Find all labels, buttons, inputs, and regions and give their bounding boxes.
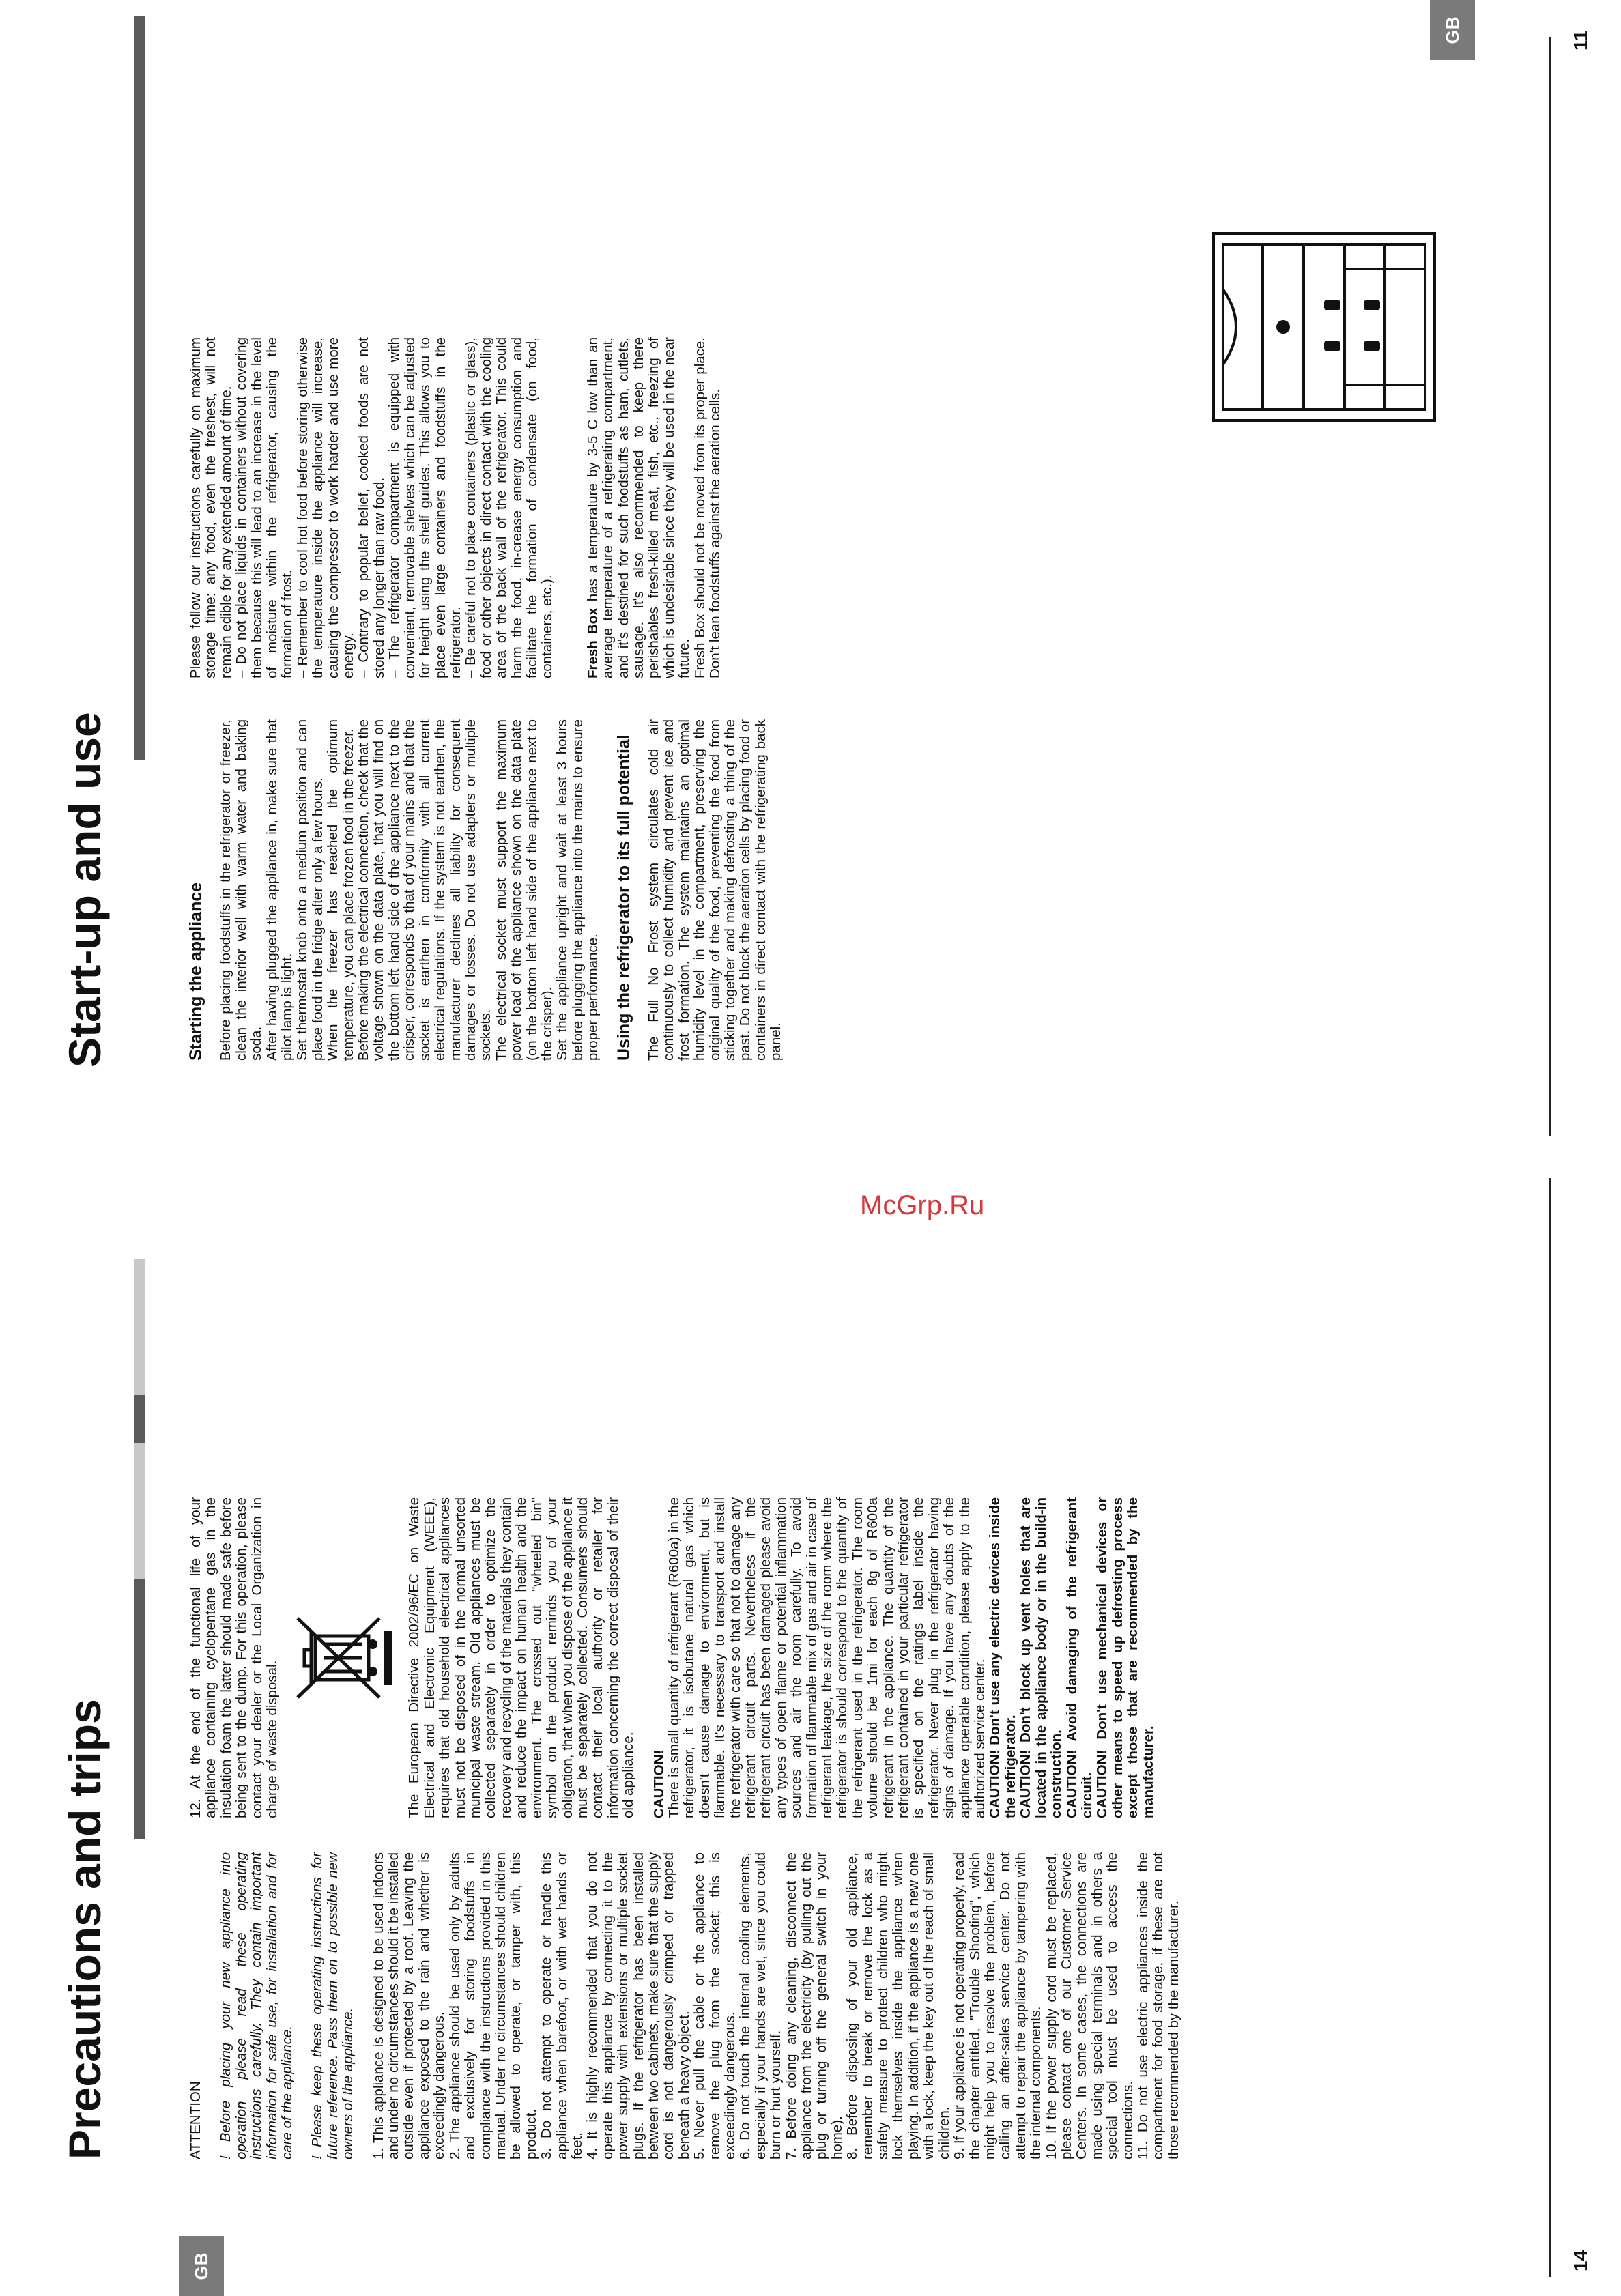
page-number-right: 11 [1570, 30, 1591, 51]
list-item: 3. Do not attempt to operate or handle this appliance when barefoot, or with wet hands or feet. [539, 1852, 585, 2159]
freshbox-text: has a temperature by 3-5 C low than an average temperature of a refrigerating compartment, and it's destined for such foodstuffs as ham, cutlets, sausage. It's also recommended to keep there perishables fresh-killed meat, fish, etc., freezing of which is undesirable since they will be used in the near future. [584, 336, 693, 678]
left-page [0, 1148, 1621, 2296]
freshbox-paragraph [586, 337, 693, 678]
list-item: 12. At the end of the functional life of your appliance containing cyclopentane gas in the insulation foam the latter should made safe before being sent to the dump. For this operation, please contact your dealer or the Local Organization in charge of waste disposal. [188, 1497, 281, 1818]
paragraph: After having plugged the appliance in, make sure that pilot lamp is light. [263, 719, 296, 1061]
watermark: McGrp.Ru [860, 1190, 985, 1220]
page-title-right: Start-up and use [59, 712, 110, 1067]
heading-bar-left-light-1 [134, 1443, 145, 1579]
heading-bar-left-light-2 [134, 1259, 145, 1395]
list-item: 7. Before doing any cleaning, disconnect the appliance from the electricity (by pulling out the plug or turning off the general switch in your home). [783, 1852, 845, 2159]
paragraph: The Full No Frost system circulates cold air continuously to collect humidity and prevent ice and frost formation. The system maintains an optimal humidity level in the compartment, preserving the original quality of the food, preventing the food from sticking together and making defrosting a thing of the past. Do not block the aeration cells by placing food or containers in direct contact with the refrigerating back panel. [645, 719, 784, 1061]
attention-label: ATTENTION [188, 2081, 203, 2159]
paragraph: Set thermostat knob onto a medium position and can place food in the fridge after only a few hours. [294, 719, 326, 1061]
caution-warning: CAUTION! Don't block up vent holes that are located in the appliance body or in the build-in construction. [1018, 1497, 1065, 1818]
list-item: 1. This appliance is designed to be used indoors and under no circumstances should it be installed outside even if protected by a roof. Leaving the appliance exposed to the rain and whether is exceedingly dangerous. [370, 1852, 448, 2159]
caution-heading: CAUTION! [650, 1749, 667, 1818]
paragraph: Before making the electrical connection, check that the voltage shown on the data plate, that you will find on the bottom left hand side of the appliance next to the crisper, corresponds to that of your mains and that the socket is earthen in conformity with all current electrical regulations. If the system is not earthen, the manufacturer declines all liability for consequent damages or losses. Do not use adapters or multiple sockets. [356, 719, 494, 1061]
list-item: 2. The appliance should be used only by adults and exclusively for storing foodstuffs in compliance with the instructions provided in this manual. Under no circumstances should children be allowed to operate, or tamper with, this product. [446, 1852, 539, 2159]
paragraph: – Remember to cool hot food before storing otherwise the temperature inside the appliance will increase, causing the compressor to work harder and use more energy. [294, 337, 357, 678]
page-title-left: Precautions and trips [59, 1699, 110, 2159]
list-item: 8. Before disposing of your old appliance, remember to break or remove the lock as a safety measure to protect children who might lock themselves inside the appliance when playing. In addition, if the appliance is a new one with a lock, keep the key out of the reach of small children. [844, 1852, 952, 2159]
paragraph: Please follow our instructions carefully on maximum storage time: any food, even the freshest, will not remain edible for any extended amount of time. [188, 337, 234, 678]
column-startup-2 [188, 337, 1472, 678]
list-item: 11. Do not use electric appliances inside the compartment for food storage, if these are not those recommended by the manufacturer. [1134, 1852, 1181, 2159]
paragraph: – Contrary to popular belief, cooked foods are not stored any longer than raw food. [356, 337, 387, 678]
footer-rule-right [1549, 37, 1551, 1136]
list-item: 9. If your appliance is not operating properly, read the chapter entitled, "Trouble Shooting", which might help you to resolve the problem, before calling an after-sales service center. Do not attempt to repair the appliance by tampering with the internal components. [951, 1852, 1044, 2159]
list-item: 6. Do not touch the internal cooling elements, especially if your hands are wet, since you could burn or hurt yourself. [737, 1852, 784, 2159]
caution-warning: CAUTION! Don't use any electric devices inside the refrigerator. [987, 1497, 1018, 1818]
heading-bar-right [134, 16, 145, 760]
language-tab-left: GB [179, 2236, 224, 2296]
paragraph: When the freezer has reached the optimum temperature, you can place frozen food in the freezer. [325, 719, 356, 1061]
paragraph: – The refrigerator compartment is equipped with convenient, removable shelves which can be adjusted for height using the shelf guides. This allows you to place even large containers and foodstuffs in the refrigerator. [386, 337, 463, 678]
freshbox-note: Fresh Box should not be moved from its proper place. Don't lean foodstuffs against the aeration cells. [691, 337, 723, 678]
caution-text: There is small quantity of refrigerant (R600a) in the refrigerator, it is isobutane natural gas which doesn't cause damage to environment, but is flammable. It's necessary to transport and install the refrigerator with care so that not to damage any refrigerant circuit parts. Nevertheless if the refrigerant circuit has been damaged please avoid any types of open flame or potential inflammation sources and air the room carefully. To avoid formation of flammable mix of gas and air in case of refrigerant leakage, the size of the room where the refrigerator is should correspond to the quantity of the refrigerant used in the refrigerator. The room volume should be 1mi for each 8g of R600a refrigerant in the appliance. The quantity of the refrigerant contained in your particular refrigerator is specified on the ratings label inside the refrigerator. Never plug in the refrigerator having signs of damage. If you have any doubts of the appliance operable condition, please apply to the authorized service center. [665, 1497, 988, 1818]
intro-note: ! Before placing your new appliance into operation please read these operating instructions carefully. They contain important information for safe use, for installation and for care of the appliance. [218, 1852, 296, 2159]
language-tab-right: GB [1430, 0, 1475, 60]
caution-warning: CAUTION! Avoid damaging of the refrigerant circuit. [1063, 1497, 1095, 1818]
footer-rule-left [1549, 1178, 1551, 2277]
weee-directive-text: The European Directive 2002/96/EC on Waste Electrical and Electronic Equipment (WEEE), requires that old household electrical appliances must not be disposed of in the normal unsorted municipal waste stream. Old appliances must be collected separately in order to optimize the recovery and recycling of the materials they contain and reduce the impact on human health and the environment. The crossed out "wheeled bin" symbol on the product reminds you of your obligation, that when you dispose of the appliance it must be separately collected. Consumers should contact their local authority or retailer for information concerning the correct disposal of their old appliance. [406, 1497, 637, 1818]
section-heading-starting: Starting the appliance [186, 882, 205, 1061]
crossed-out-wheeled-bin-icon [291, 1610, 393, 1706]
list-item: 10. If the power supply cord must be replaced, please contact one of our Customer Service Centers. In some cases, the connections are made using special terminals and in others a special tool must be used to access the connections. [1043, 1852, 1136, 2159]
paragraph: Before placing foodstuffs in the refrigerator or freezer, clean the interior well with warm water and baking soda. [218, 719, 265, 1061]
paragraph: – Do not place liquids in containers without covering them because this will lead to an increase in the level of moisture within the refrigerator, causing the formation of frost. [233, 337, 296, 678]
column-startup-1 [188, 719, 1472, 1061]
list-item: 5. Never pull the cable or the appliance to remove the plug from the socket; this is exceedingly dangerous. [691, 1852, 738, 2159]
section-heading-using: Using the refrigerator to its full potential [614, 734, 633, 1061]
paragraph: Set the appliance upright and wait at least 3 hours before plugging the appliance into the mains to ensure proper performance. [554, 719, 601, 1061]
page-number-left: 14 [1570, 2250, 1591, 2271]
column-precautions-2 [188, 1497, 1472, 1818]
keep-note: ! Please keep these operating instructions for future reference. Pass them on to possible new owners of the appliance. [309, 1852, 356, 2159]
list-item: 4. It is highly recommended that you do not operate this appliance by connecting it to the power supply with extensions or multiple socket plugs. If the refrigerator has been installed between two cabinets, make sure that the supply cord is not dangerously crimped or trapped beneath a heavy object. [584, 1852, 692, 2159]
caution-warning: CAUTION! Don't use mechanical devices or other means to speed up defrosting process except those that are recommended by the manufacturer. [1094, 1497, 1156, 1818]
column-precautions-1 [188, 1852, 1472, 2159]
freshbox-term: Fresh Box [584, 607, 601, 678]
paragraph: – Be careful not to place containers (plastic or glass), food or other objects in direct contact with the cooling area of the back wall of the refrigerator. This could harm the food, in-crease energy consumption and facilitate the formation of condensate (on food, containers, etc.). [463, 337, 556, 678]
paragraph: The electrical socket must support the maximum power load of the appliance shown on the data plate (on the bottom left hand side of the appliance next to the crisper). [493, 719, 555, 1061]
